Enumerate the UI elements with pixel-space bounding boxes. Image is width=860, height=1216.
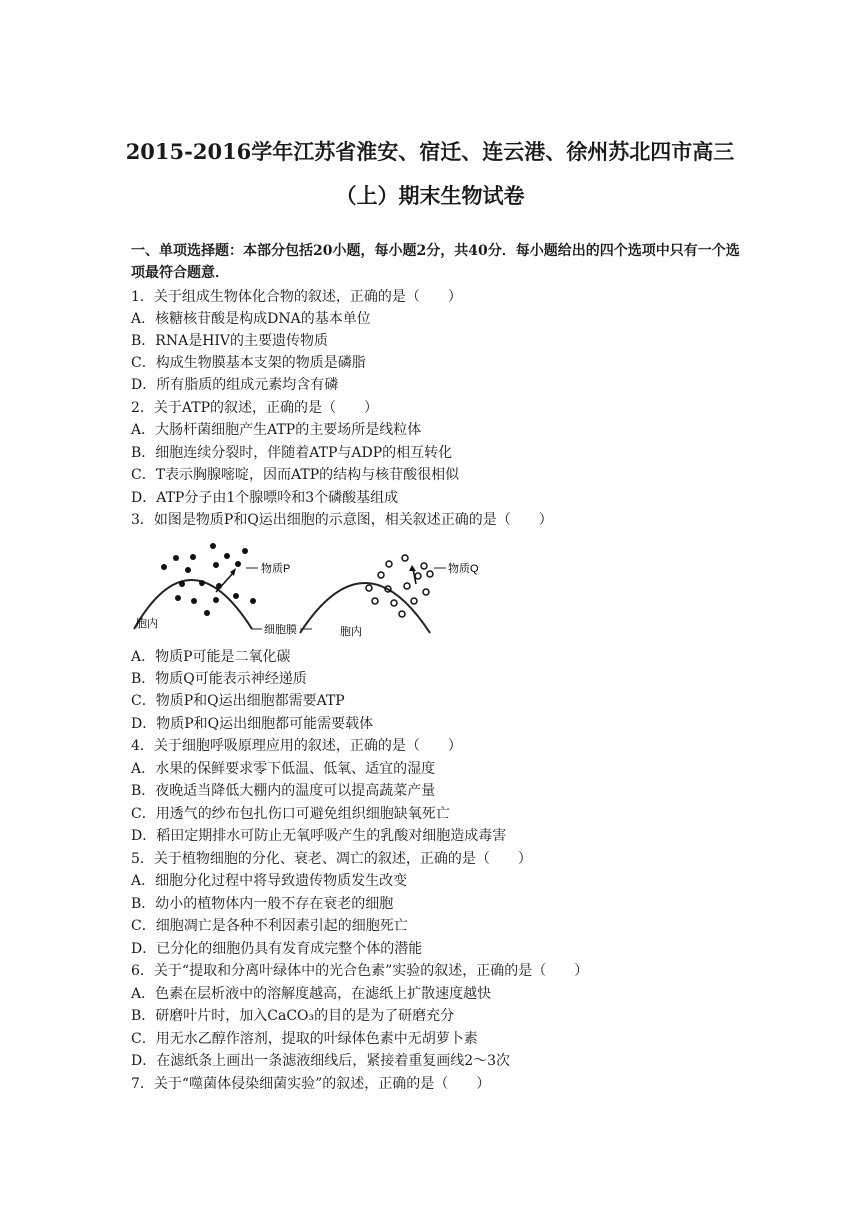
question-2-stem: 2．关于ATP的叙述，正确的是（ ）: [131, 400, 379, 416]
question-1-option-c: C．构成生物膜基本支架的物质是磷脂: [131, 355, 366, 371]
label-substance-p: 物质P: [261, 563, 291, 575]
page-title-line-1: 2015-2016学年江苏省淮安、宿迁、连云港、徐州苏北四市高三: [125, 139, 735, 164]
question-4-option-d: D．稻田定期排水可防止无氧呼吸产生的乳酸对细胞造成毒害: [131, 828, 507, 844]
question-6-option-c: C．用无水乙醇作溶剂，提取的叶绿体色素中无胡萝卜素: [131, 1031, 478, 1047]
question-6-option-b: B．研磨叶片时，加入CaCO₃的目的是为了研磨充分: [131, 1008, 455, 1024]
question-6-stem: 6．关于“提取和分离叶绿体中的光合色素”实验的叙述，正确的是（ ）: [131, 963, 589, 979]
question-4-option-c: C．用透气的纱布包扎伤口可避免组织细胞缺氧死亡: [131, 806, 450, 822]
question-1-option-d: D．所有脂质的组成元素均含有磷: [131, 377, 339, 393]
question-6-option-a: A．色素在层析液中的溶解度越高，在滤纸上扩散速度越快: [131, 986, 492, 1002]
question-2-option-a: A．大肠杆菌细胞产生ATP的主要场所是线粒体: [131, 422, 422, 438]
membrane-right: [300, 583, 430, 633]
question-5-option-d: D．已分化的细胞仍具有发育成完整个体的潜能: [131, 941, 423, 957]
question-4-option-a: A．水果的保鲜要求零下低温、低氧、适宜的湿度: [131, 761, 436, 777]
question-5-stem: 5．关于植物细胞的分化、衰老、凋亡的叙述，正确的是（ ）: [131, 851, 532, 867]
substance-q-dots: [366, 555, 433, 617]
question-3-option-a: A．物质P可能是二氧化碳: [131, 649, 291, 665]
question-1-option-a: A．核糖核苷酸是构成DNA的基本单位: [131, 311, 371, 327]
question-5-option-c: C．细胞凋亡是各种不利因素引起的细胞死亡: [131, 918, 408, 934]
label-substance-q: 物质Q: [448, 563, 479, 575]
question-4-option-b: B．夜晚适当降低大棚内的温度可以提高蔬菜产量: [131, 783, 436, 799]
question-3-option-c: C．物质P和Q运出细胞都需要ATP: [131, 693, 345, 709]
substance-p-dots: [161, 543, 256, 616]
question-4-stem: 4．关于细胞呼吸原理应用的叙述，正确的是（ ）: [131, 738, 462, 754]
page-title-line-2: （上）期末生物试卷: [335, 183, 525, 208]
question-2-option-b: B．细胞连续分裂时，伴随着ATP与ADP的相互转化: [131, 445, 453, 461]
question-6-option-d: D．在滤纸条上画出一条滤液细线后，紧接着重复画线2～3次: [131, 1053, 511, 1069]
question-5-option-b: B．幼小的植物体内一般不存在衰老的细胞: [131, 896, 394, 912]
arrow-q-head: [409, 565, 416, 571]
question-3-option-b: B．物质Q可能表示神经递质: [131, 671, 307, 687]
label-inside-right: 胞内: [340, 626, 362, 638]
question-2-option-c: C．T表示胸腺嘧啶，因而ATP的结构与核苷酸很相似: [131, 467, 460, 483]
label-inside-left: 胞内: [136, 618, 158, 630]
question-3-option-d: D．物质P和Q运出细胞都可能需要载体: [131, 716, 374, 732]
question-5-option-a: A．细胞分化过程中将导致遗传物质发生改变: [131, 873, 408, 889]
question-1-stem: 1．关于组成生物体化合物的叙述，正确的是（ ）: [131, 289, 462, 305]
question-2-option-d: D．ATP分子由1个腺嘌呤和3个磷酸基组成: [131, 490, 399, 506]
question-1-option-b: B．RNA是HIV的主要遗传物质: [131, 333, 329, 349]
section-heading: 一、单项选择题：本部分包括20小题，每小题2分，共40分．每小题给出的四个选项中只有一个选项最符合题意．: [131, 243, 740, 281]
transport-diagram: [130, 541, 490, 639]
arrow-p: [216, 572, 234, 592]
label-membrane: 细胞膜: [264, 624, 297, 636]
question-3-stem: 3．如图是物质P和Q运出细胞的示意图，相关叙述正确的是（ ）: [131, 512, 553, 528]
question-7-stem: 7．关于“噬菌体侵染细菌实验”的叙述，正确的是（ ）: [131, 1076, 491, 1092]
